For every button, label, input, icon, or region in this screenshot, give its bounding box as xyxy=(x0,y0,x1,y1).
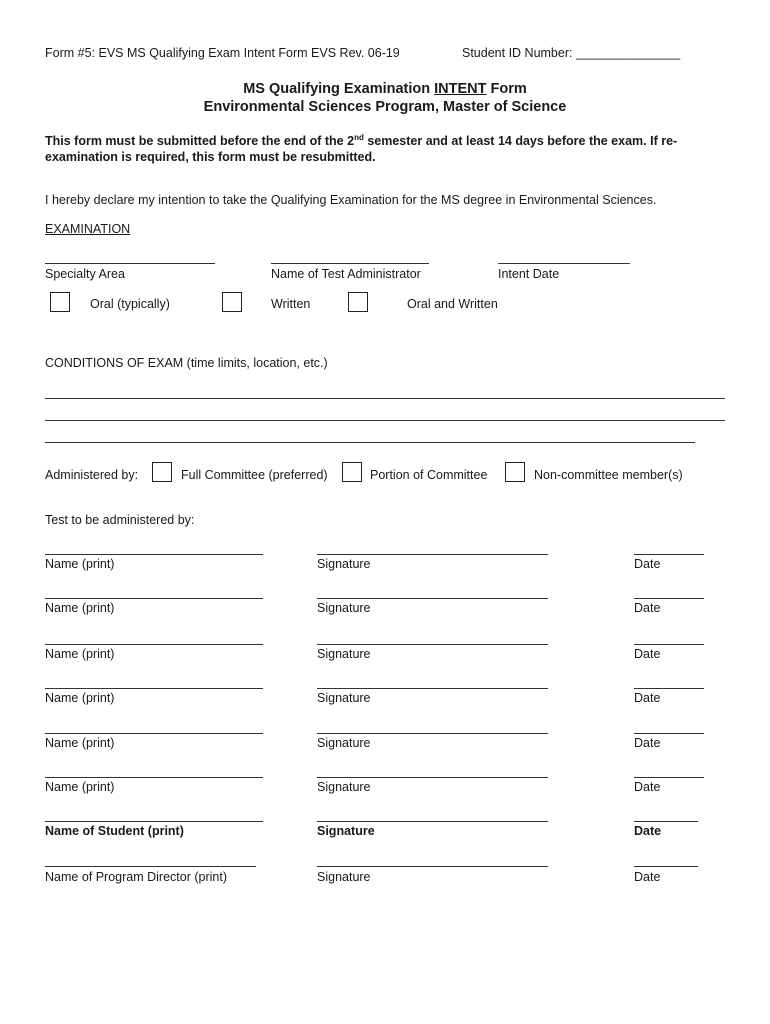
student-date-line[interactable] xyxy=(634,821,698,822)
date-label: Date xyxy=(634,691,661,705)
director-signature-line[interactable] xyxy=(317,866,548,867)
signature-label: Signature xyxy=(317,601,371,615)
form-subtitle: Environmental Sciences Program, Master of Science xyxy=(203,99,567,115)
signature-line[interactable] xyxy=(317,554,548,555)
date-line[interactable] xyxy=(634,554,704,555)
date-line[interactable] xyxy=(634,688,704,689)
date-label: Date xyxy=(634,736,661,750)
signature-line[interactable] xyxy=(317,777,548,778)
date-line[interactable] xyxy=(634,777,704,778)
administered-by-label: Administered by: xyxy=(45,468,139,482)
name-label: Name (print) xyxy=(45,691,115,705)
student-signature-line[interactable] xyxy=(317,821,548,822)
portion-committee-label: Portion of Committee xyxy=(370,468,488,482)
director-name-label: Name of Program Director (print) xyxy=(45,870,227,884)
intent-date-label: Intent Date xyxy=(498,267,560,281)
name-line[interactable] xyxy=(45,688,263,689)
student-name-label: Name of Student (print) xyxy=(45,824,184,838)
name-line[interactable] xyxy=(45,733,263,734)
signature-label: Signature xyxy=(317,691,371,705)
signature-label: Signature xyxy=(317,736,371,750)
name-line[interactable] xyxy=(45,598,263,599)
test-administered-by-label: Test to be administered by: xyxy=(45,513,195,527)
date-label: Date xyxy=(634,780,661,794)
signature-line[interactable] xyxy=(317,733,548,734)
full-committee-checkbox[interactable] xyxy=(152,462,172,482)
student-date-label: Date xyxy=(634,824,662,838)
conditions-line-2[interactable] xyxy=(45,420,725,421)
director-signature-label: Signature xyxy=(317,870,371,884)
name-label: Name (print) xyxy=(45,780,115,794)
oral-and-written-label: Oral and Written xyxy=(407,297,498,311)
signature-label: Signature xyxy=(317,647,371,661)
date-line[interactable] xyxy=(634,598,704,599)
name-label: Name (print) xyxy=(45,736,115,750)
date-label: Date xyxy=(634,557,661,571)
signature-label: Signature xyxy=(317,557,371,571)
form-title: MS Qualifying Examination INTENT Form xyxy=(243,81,527,97)
director-date-label: Date xyxy=(634,870,661,884)
written-checkbox[interactable] xyxy=(222,292,242,312)
oral-and-written-checkbox[interactable] xyxy=(348,292,368,312)
administrator-label: Name of Test Administrator xyxy=(271,267,421,281)
administrator-line[interactable] xyxy=(271,263,429,264)
portion-committee-checkbox[interactable] xyxy=(342,462,362,482)
date-line[interactable] xyxy=(634,644,704,645)
submission-notice: This form must be submitted before the end of the 2nd semester and at least 14 days before the exam. If re-examination is required, this form must be resubmitted. xyxy=(45,132,678,164)
signature-line[interactable] xyxy=(317,644,548,645)
student-name-line[interactable] xyxy=(45,821,263,822)
date-line[interactable] xyxy=(634,733,704,734)
name-line[interactable] xyxy=(45,777,263,778)
conditions-line-3[interactable] xyxy=(45,442,695,443)
conditions-line-1[interactable] xyxy=(45,398,725,399)
director-name-line[interactable] xyxy=(45,866,256,867)
non-committee-label: Non-committee member(s) xyxy=(534,468,683,482)
student-id-field[interactable]: Student ID Number: _______________ xyxy=(462,46,681,60)
specialty-area-label: Specialty Area xyxy=(45,267,125,281)
name-label: Name (print) xyxy=(45,557,115,571)
signature-line[interactable] xyxy=(317,598,548,599)
student-signature-label: Signature xyxy=(317,824,375,838)
signature-line[interactable] xyxy=(317,688,548,689)
non-committee-checkbox[interactable] xyxy=(505,462,525,482)
declaration-text: I hereby declare my intention to take the Qualifying Examination for the MS degree in Environmental Sciences. xyxy=(45,193,657,207)
date-label: Date xyxy=(634,601,661,615)
director-date-line[interactable] xyxy=(634,866,698,867)
form-reference: Form #5: EVS MS Qualifying Exam Intent Form EVS Rev. 06-19 xyxy=(45,46,400,60)
oral-label: Oral (typically) xyxy=(90,297,170,311)
name-line[interactable] xyxy=(45,554,263,555)
full-committee-label: Full Committee (preferred) xyxy=(181,468,328,482)
written-label: Written xyxy=(271,297,311,311)
conditions-heading: CONDITIONS OF EXAM (time limits, location, etc.) xyxy=(45,356,328,370)
oral-checkbox[interactable] xyxy=(50,292,70,312)
examination-heading: EXAMINATION xyxy=(45,222,131,236)
intent-emphasis: INTENT xyxy=(434,81,487,97)
signature-label: Signature xyxy=(317,780,371,794)
specialty-area-line[interactable] xyxy=(45,263,215,264)
name-label: Name (print) xyxy=(45,601,115,615)
name-label: Name (print) xyxy=(45,647,115,661)
date-label: Date xyxy=(634,647,661,661)
intent-date-line[interactable] xyxy=(498,263,630,264)
name-line[interactable] xyxy=(45,644,263,645)
